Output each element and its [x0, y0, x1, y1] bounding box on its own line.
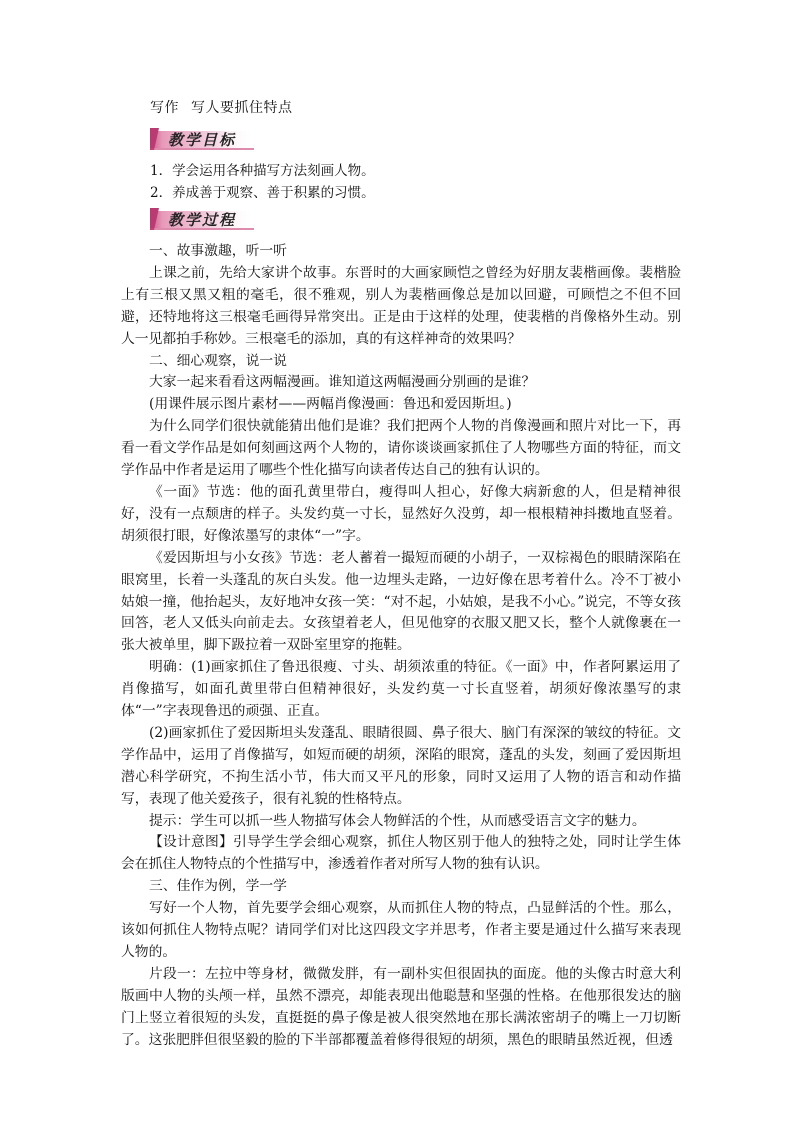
paragraph: 《爱因斯坦与小女孩》节选：老人蓄着一撮短而硬的小胡子，一双棕褐色的眼睛深陷在眼窝里，长着一头蓬乱的灰白头发。他一边埋头走路，一边好像在思考着什么。冷不丁被小姑娘一撞，他抬起头，友好地冲女孩一笑：“对不起，小姑娘，是我不小心。”说完，不等女孩回答，老人又低头向前走去。女孩望着老人，但见他穿的衣服又肥又长，整个人就像裹在一张大被单里，脚下趿拉着一双卧室里穿的拖鞋。 [121, 549, 681, 654]
section-label-goals: 教学目标 [168, 131, 237, 149]
step-heading: 一、故事激趣，听一听 [149, 243, 287, 259]
paragraph: 写好一个人物，首先要学会细心观察，从而抓住人物的特点，凸显鲜活的个性。那么，该如何抓住人物特点呢？请同学们对比这四段文字并思考，作者主要是通过什么描写来表现人物的。 [121, 900, 681, 960]
paragraph: (用课件展示图片素材——两幅肖像漫画：鲁迅和爱因斯坦。) [149, 396, 512, 413]
title-text: 写人要抓住特点 [191, 100, 293, 116]
goal-item: 1．学会运用各种描写方法刻画人物。 [150, 163, 375, 179]
paragraph: 上课之前，先给大家讲个故事。东晋时的大画家顾恺之曾经为好朋友裴楷画像。裴楷脸上有三根又黑又粗的毫毛，很不雅观，别人为裴楷画像总是加以回避，可顾恺之不但不回避，还特地将这三根毫毛画得异常突出。正是由于这样的处理，使裴楷的肖像格外生动。别人一见都拍手称妙。三根毫毛的添加，真的有这样神奇的效果吗？ [121, 264, 681, 347]
page-title [150, 97, 293, 117]
paragraph: 明确：(1)画家抓住了鲁迅很瘦、寸头、胡须浓重的特征。《一面》中，作者阿累运用了肖像描写，如面孔黄里带白但精神很好，头发约莫一寸长直竖着，胡须好像浓墨写的隶体“一”字表现鲁迅的顽强、正直。 [121, 659, 681, 720]
paragraph: 片段一：左拉中等身材，微微发胖，有一副朴实但很固执的面庞。他的头像古时意大利版画中人物的头颅一样，虽然不漂亮，却能表现出他聪慧和坚强的性格。在他那很发达的脑门上竖立着很短的头发，直挺挺的鼻子像是被人很突然地在那长满浓密胡子的嘴上一刀切断了。这张肥胖但很坚毅的脸的下半部都覆盖着修得很短的胡须，黑色的眼睛虽然近视，但透 [121, 965, 681, 1048]
goal-item: 2．养成善于观察、善于积累的习惯。 [150, 185, 375, 201]
step-heading: 三、佳作为例，学一学 [149, 878, 287, 895]
title-category: 写作 [150, 100, 179, 116]
goals-list [150, 160, 375, 204]
section-heading-process [150, 208, 254, 230]
step-heading: 二、细心观察，说一说 [149, 352, 287, 369]
paragraph: 大家一起来看看这两幅漫画。谁知道这两幅漫画分别画的是谁？ [149, 374, 536, 391]
section-heading-goals [150, 128, 254, 150]
design-intent-paragraph: 【设计意图】引导学生学会细心观察，抓住人物区别于他人的独特之处，同时让学生体会在抓住人物特点的个性描写中，渗透着作者对所写人物的独有认识。 [121, 834, 681, 873]
paragraph: 提示：学生可以抓一些人物描写体会人物鲜活的个性，从而感受语言文字的魅力。 [149, 812, 646, 829]
section-label-process: 教学过程 [168, 211, 237, 229]
paragraph: 为什么同学们很快就能猜出他们是谁？我们把两个人物的肖像漫画和照片对比一下，再看一看文学作品是如何刻画这两个人物的，请你谈谈画家抓住了人物哪些方面的特征，而文学作品中作者是运用了哪些个性化描写向读者传达自己的独有认识的。 [121, 418, 681, 479]
lesson-body [121, 241, 681, 1052]
paragraph: (2)画家抓住了爱因斯坦头发蓬乱、眼睛很圆、鼻子很大、脑门有深深的皱纹的特征。文学作品中，运用了肖像描写，如短而硬的胡须，深陷的眼窝，蓬乱的头发，刻画了爱因斯坦潜心科学研究，不拘生活小节，伟大而又平凡的形象，同时又运用了人物的语言和动作描写，表现了他关爱孩子，很有礼貌的性格特点。 [121, 724, 681, 807]
paragraph: 《一面》节选：他的面孔黄里带白，瘦得叫人担心，好像大病新愈的人，但是精神很好，没有一点颓唐的样子。头发约莫一寸长，显然好久没剪，却一根根精神抖擞地直竖着。胡须很打眼，好像浓墨写的隶体“一”字。 [121, 483, 681, 544]
